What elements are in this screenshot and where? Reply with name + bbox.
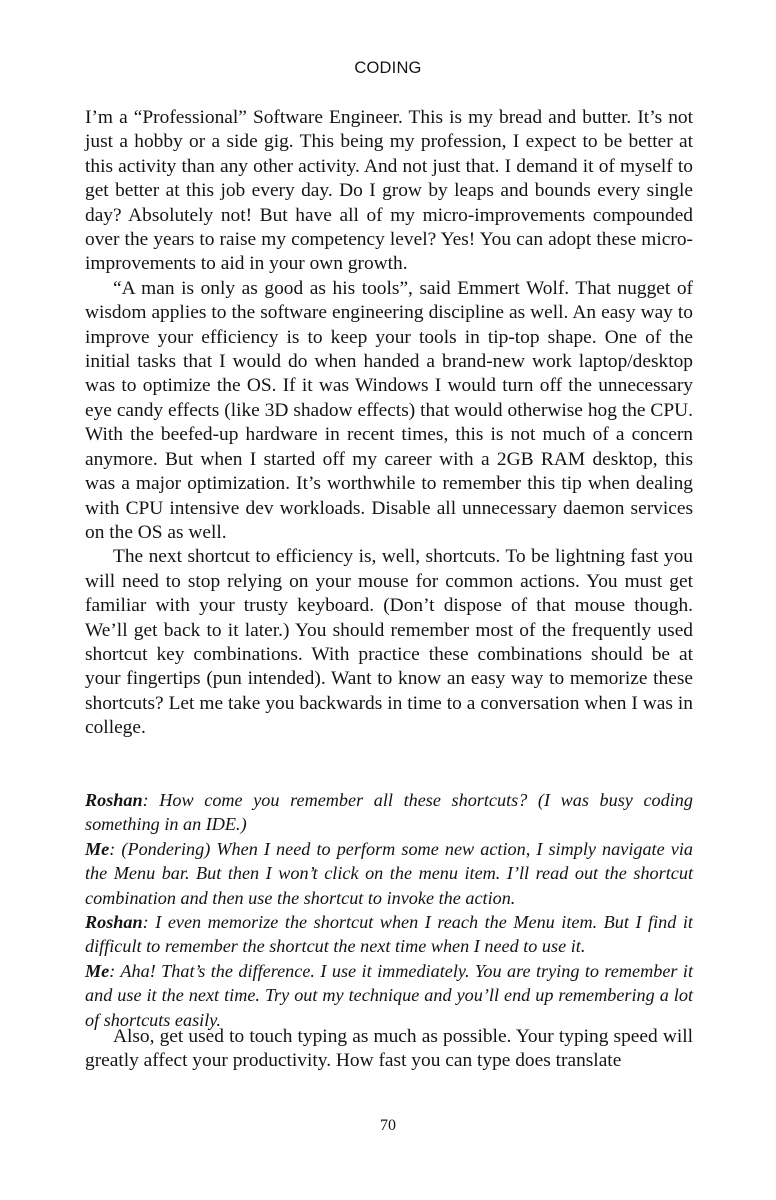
body-paragraph: “A man is only as good as his tools”, said Emmert Wolf. That nugget of wisdom applies to the software engineering discipline as well. An easy way to improve your efficiency is to keep your tools in tip-top shape. One of the initial tasks that I would do when handed a brand-new work laptop/desktop was to optimize the OS. If it was Windows I would turn off the unnecessary eye candy effects (like 3D shadow effects) that would otherwise hog the CPU. With the beefed-up hardware in recent times, this is not much of a concern anymore. But when I started off my career with a 2GB RAM desktop, this was a major optimization. It’s worthwhile to remember this tip when dealing with CPU intensive dev workloads. Disable all unnecessary daemon services on the OS as well. — [85, 277, 693, 543]
body-paragraph: Also, get used to touch typing as much as possible. Your typing speed will greatly affect your productivity. How fast you can type does translate — [85, 1026, 693, 1072]
dialogue-block — [85, 788, 693, 1032]
dialogue-line — [85, 959, 693, 1032]
dialogue-line — [85, 910, 693, 959]
page-number: 70 — [380, 1117, 396, 1134]
speaker-name: Me — [85, 960, 110, 981]
running-header: CODING — [354, 59, 422, 77]
closing-text — [85, 1025, 693, 1074]
dialogue-text: : I even memorize the shortcut when I reach the Menu item. But I find it difficult to remember the shortcut the next time when I need to use it. — [85, 912, 693, 957]
dialogue-line — [85, 788, 693, 837]
body-paragraph: I’m a “Professional” Software Engineer. This is my bread and butter. It’s not just a hobby or a side gig. This being my profession, I expect to be better at this activity than any other activity. And not just that. I demand it of myself to get better at this job every day. Do I grow by leaps and bounds every single day? Absolutely not! But have all of my micro-improvements compounded over the years to raise my competency level? Yes! You can adopt these micro-improvements to aid in your own growth. — [85, 107, 693, 275]
dialogue-text: : (Pondering) When I need to perform some new action, I simply navigate via the Menu bar. But then I won’t click on the menu item. I’ll read out the shortcut combination and then use the shortcut to invoke the action. — [85, 838, 693, 908]
body-paragraph: The next shortcut to efficiency is, well, shortcuts. To be lightning fast you will need to stop relying on your mouse for common actions. You must get familiar with your trusty keyboard. (Don’t dispose of that mouse though. We’ll get back to it later.) You should remember most of the frequently used shortcut key combinations. With practice these combinations should be at your fingertips (pun intended). Want to know an easy way to memorize these shortcuts? Let me take you backwards in time to a conversation when I was in college. — [85, 546, 693, 739]
speaker-name: Me — [85, 838, 110, 859]
dialogue-text: : Aha! That’s the difference. I use it immediately. You are trying to remember it and use it the next time. Try out my technique and you’ll end up remembering a lot of shortcuts easily. — [85, 960, 693, 1030]
dialogue-line — [85, 837, 693, 910]
dialogue-text: : How come you remember all these shortcuts? (I was busy coding something in an IDE.) — [85, 790, 693, 835]
speaker-name: Roshan — [85, 912, 143, 933]
body-text — [85, 106, 693, 741]
speaker-name: Roshan — [85, 790, 143, 810]
